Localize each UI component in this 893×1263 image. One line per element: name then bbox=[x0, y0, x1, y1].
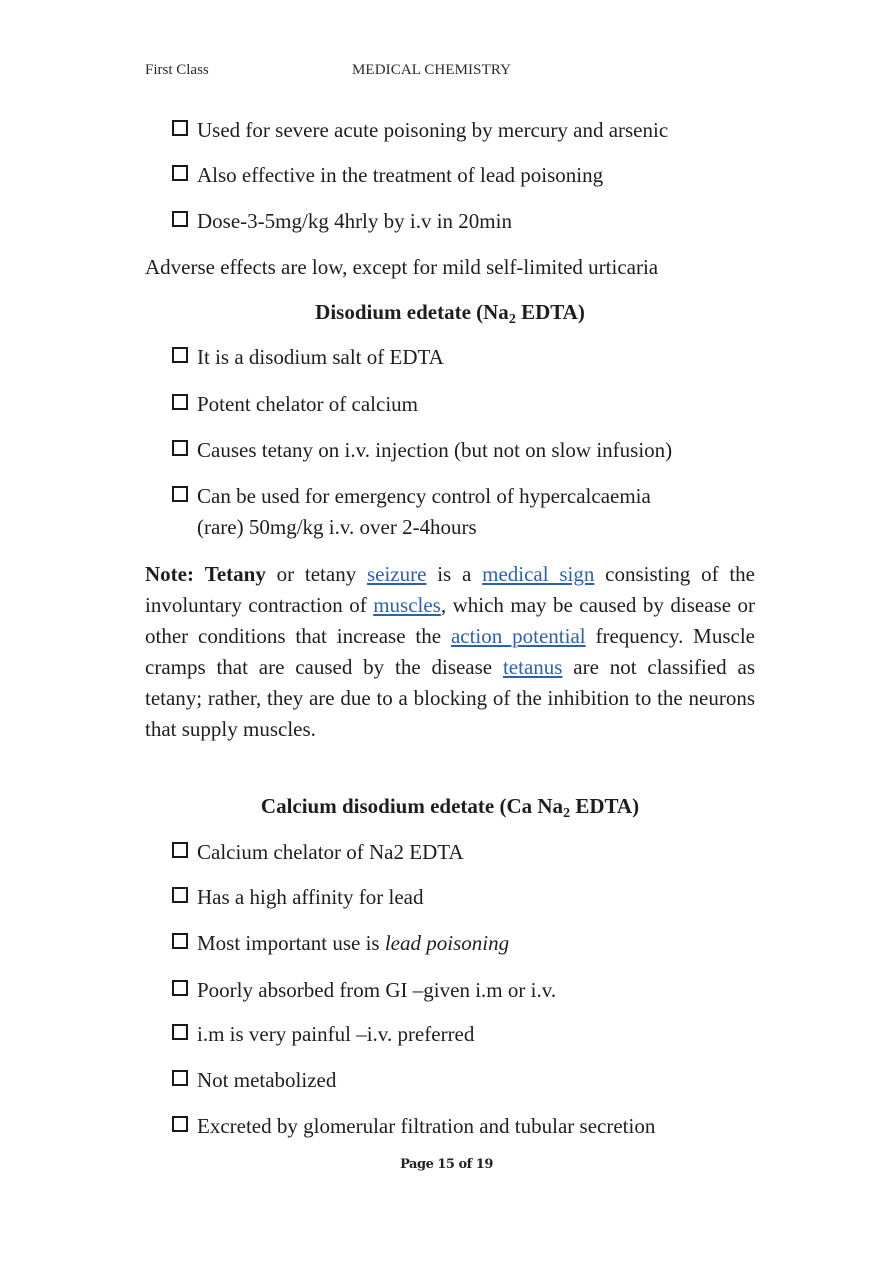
checkbox-bullet-icon bbox=[172, 440, 188, 456]
seizure-link[interactable]: seizure bbox=[366, 562, 427, 586]
list-item: Also effective in the treatment of lead poisoning bbox=[172, 162, 603, 188]
checkbox-bullet-icon bbox=[172, 165, 188, 181]
checkbox-bullet-icon bbox=[172, 842, 188, 858]
checkbox-bullet-icon bbox=[172, 347, 188, 363]
list-item: Excreted by glomerular filtration and tubular secretion bbox=[172, 1113, 655, 1139]
checkbox-bullet-icon bbox=[172, 933, 188, 949]
tetanus-link[interactable]: tetanus bbox=[502, 655, 563, 679]
checkbox-bullet-icon bbox=[172, 211, 188, 227]
list-item: Not metabolized bbox=[172, 1067, 336, 1093]
list-item: Most important use is lead poisoning bbox=[172, 930, 509, 956]
disodium-edetate-heading: Disodium edetate ($Na_2$ EDTA) bbox=[315, 300, 585, 327]
checkbox-bullet-icon bbox=[172, 394, 188, 410]
adverse-effects-text: Adverse effects are low, except for mild self-limited urticaria bbox=[145, 255, 659, 279]
list-item: Dose-3-5mg/kg 4hrly by i.v in 20min bbox=[172, 208, 512, 234]
list-item: Poorly absorbed from GI –given i.m or i.v. bbox=[172, 977, 556, 1003]
header-class-label: First Class bbox=[145, 62, 209, 78]
medical-sign-link[interactable]: medical sign bbox=[482, 562, 595, 586]
checkbox-bullet-icon bbox=[172, 1024, 188, 1040]
action-potential-link[interactable]: action potential bbox=[450, 624, 586, 648]
checkbox-bullet-icon bbox=[172, 1070, 188, 1086]
checkbox-bullet-icon bbox=[172, 486, 188, 502]
checkbox-bullet-icon bbox=[172, 1116, 188, 1132]
list-item: Has a high affinity for lead bbox=[172, 884, 423, 910]
checkbox-bullet-icon bbox=[172, 887, 188, 903]
tetany-note-paragraph: Note: Tetany or tetany seizure is a medical sign consisting of the involuntary contraction of muscles, which may be caused by disease or other conditions that increase the action potential frequency. Muscle cramps that are caused by the disease tetanus are not classified as tetany; rather, they are due to a blocking of the inhibition to the neurons that supply muscles. bbox=[145, 562, 756, 741]
header-title: MEDICAL CHEMISTRY bbox=[352, 62, 512, 78]
list-item: Causes tetany on i.v. injection (but not on slow infusion) bbox=[172, 437, 672, 463]
list-item-continuation: (rare) 50mg/kg i.v. over 2-4hours bbox=[197, 515, 477, 539]
list-item: It is a disodium salt of EDTA bbox=[172, 344, 444, 370]
list-item: Can be used for emergency control of hypercalcaemia bbox=[172, 483, 651, 509]
list-item: i.m is very painful –i.v. preferred bbox=[172, 1021, 474, 1047]
list-item: Used for severe acute poisoning by mercury and arsenic bbox=[172, 117, 668, 143]
list-item: Potent chelator of calcium bbox=[172, 391, 418, 417]
calcium-disodium-edetate-heading: Calcium disodium edetate (Ca $Na_2$ EDTA) bbox=[260, 794, 640, 821]
checkbox-bullet-icon bbox=[172, 120, 188, 136]
muscles-link[interactable]: muscles bbox=[373, 593, 441, 617]
page-number: Page 15 of 19 bbox=[400, 1157, 493, 1172]
checkbox-bullet-icon bbox=[172, 980, 188, 996]
list-item: Calcium chelator of Na2 EDTA bbox=[172, 839, 464, 865]
